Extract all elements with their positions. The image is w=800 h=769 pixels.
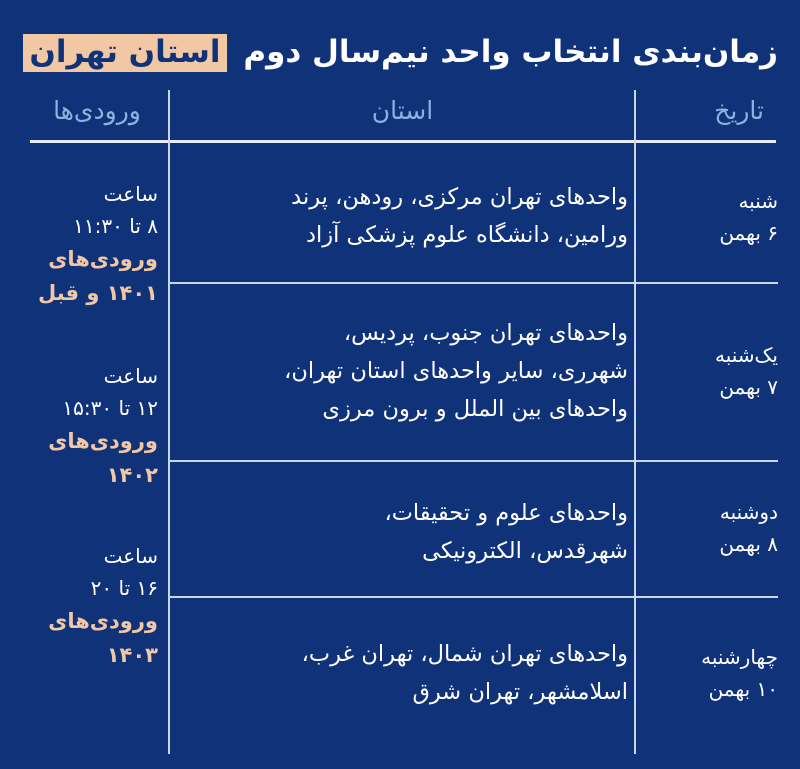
- entry-3-cohort-line-2: ۱۴۰۳: [106, 643, 158, 667]
- header-date: تاریخ: [714, 96, 764, 125]
- title-highlight: استان تهران: [23, 34, 226, 72]
- row-2-units-line-2: شهرری، سایر واحدهای استان تهران،: [284, 358, 628, 384]
- row-4-date: [670, 628, 778, 718]
- row-1-date-value: ۶ بهمن: [719, 221, 778, 245]
- header-entries: ورودی‌ها: [53, 96, 141, 125]
- row-2-units: [172, 306, 632, 436]
- row-1-units-line-2: ورامین، دانشگاه علوم پزشکی آزاد: [305, 222, 628, 248]
- column-divider-left: [168, 90, 170, 754]
- row-2-date-value: ۷ بهمن: [719, 375, 778, 399]
- entry-2-cohort-line-1: ورودی‌های: [48, 429, 158, 453]
- entry-group-3: [18, 540, 158, 672]
- row-3-day: دوشنبه: [719, 500, 778, 524]
- entry-3-time-range: ۱۶ تا ۲۰: [90, 576, 158, 600]
- row-3-units-line-2: شهرقدس، الکترونیکی: [422, 538, 628, 564]
- row-2-date: [670, 326, 778, 416]
- title-main: زمان‌بندی انتخاب واحد نیم‌سال دوم: [243, 34, 778, 70]
- row-4-day: چهارشنبه: [701, 645, 778, 669]
- entry-1-time-range: ۸ تا ۱۱:۳۰: [73, 214, 158, 238]
- header-province: استان: [371, 96, 434, 125]
- row-3-date-value: ۸ بهمن: [719, 532, 778, 556]
- row-4-date-value: ۱۰ بهمن: [708, 677, 778, 701]
- row-3-units: [172, 486, 632, 578]
- entry-1-cohort-line-1: ورودی‌های: [48, 247, 158, 271]
- entry-2-time-range: ۱۲ تا ۱۵:۳۰: [62, 396, 158, 420]
- entry-3-time-label: ساعت: [103, 544, 158, 568]
- row-3-units-line-1: واحدهای علوم و تحقیقات،: [384, 500, 628, 526]
- row-divider-1: [170, 282, 778, 284]
- header-divider: [30, 140, 776, 143]
- column-divider-right: [634, 90, 636, 754]
- row-1-units-line-1: واحدهای تهران مرکزی، رودهن، پرند: [291, 184, 628, 210]
- entry-group-1: [18, 178, 158, 310]
- entry-1-cohort-line-2: ۱۴۰۱ و قبل: [37, 281, 158, 305]
- entry-2-time-label: ساعت: [103, 364, 158, 388]
- row-divider-2: [170, 460, 778, 462]
- entry-1-time-label: ساعت: [103, 182, 158, 206]
- entry-2-cohort-line-2: ۱۴۰۲: [106, 463, 158, 487]
- row-3-date: [670, 488, 778, 568]
- row-2-day: یک‌شنبه: [714, 343, 778, 367]
- row-1-units: [172, 168, 632, 264]
- row-2-units-line-1: واحدهای تهران جنوب، پردیس،: [343, 320, 628, 346]
- entry-group-2: [18, 360, 158, 492]
- row-4-units-line-2: اسلامشهر، تهران شرق: [412, 679, 628, 705]
- row-1-date: [670, 172, 778, 262]
- row-2-units-line-3: واحدهای بین الملل و برون مرزی: [322, 396, 628, 422]
- row-divider-3: [170, 596, 778, 598]
- row-4-units-line-1: واحدهای تهران شمال، تهران غرب،: [301, 641, 628, 667]
- row-4-units: [172, 626, 632, 720]
- page-title: [20, 30, 778, 74]
- row-1-day: شنبه: [738, 189, 778, 213]
- entry-3-cohort-line-1: ورودی‌های: [48, 609, 158, 633]
